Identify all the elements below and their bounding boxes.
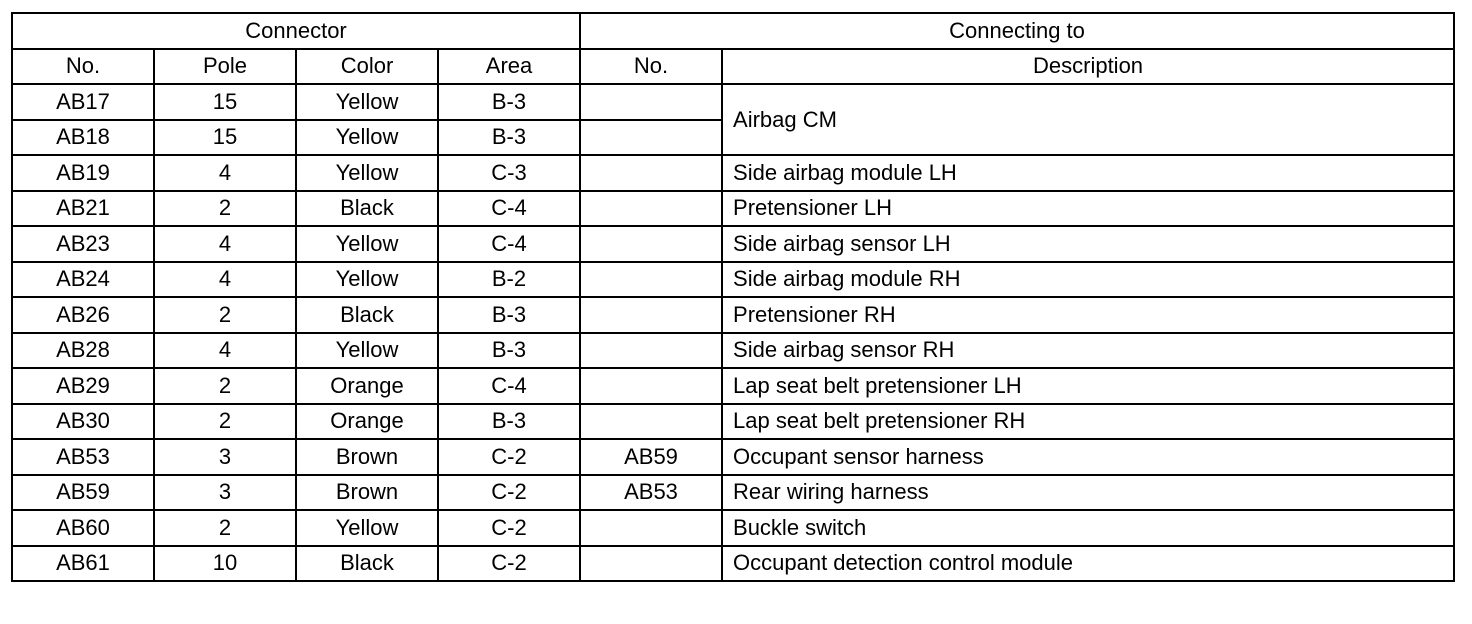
- cell-description: Side airbag module RH: [722, 262, 1454, 298]
- cell-pole: 15: [154, 120, 296, 156]
- cell-pole: 4: [154, 262, 296, 298]
- table-row: [12, 368, 1454, 404]
- cell-no: AB30: [12, 404, 154, 440]
- cell-description: Pretensioner LH: [722, 191, 1454, 227]
- cell-description: Occupant sensor harness: [722, 439, 1454, 475]
- cell-pole: 2: [154, 297, 296, 333]
- cell-area: B-2: [438, 262, 580, 298]
- cell-area: C-2: [438, 510, 580, 546]
- table-row: [12, 297, 1454, 333]
- cell-description: Rear wiring harness: [722, 475, 1454, 511]
- cell-color: Orange: [296, 404, 438, 440]
- cell-color: Brown: [296, 439, 438, 475]
- cell-no: AB24: [12, 262, 154, 298]
- cell-pole: 15: [154, 84, 296, 120]
- cell-connecting-no: AB53: [580, 475, 722, 511]
- cell-color: Black: [296, 546, 438, 582]
- cell-no: AB23: [12, 226, 154, 262]
- cell-color: Yellow: [296, 155, 438, 191]
- header-column-row: [12, 49, 1454, 85]
- cell-area: B-3: [438, 120, 580, 156]
- cell-no: AB28: [12, 333, 154, 369]
- cell-pole: 3: [154, 439, 296, 475]
- cell-connecting-no: [580, 404, 722, 440]
- column-header-description: Description: [722, 49, 1454, 85]
- cell-color: Black: [296, 297, 438, 333]
- cell-no: AB18: [12, 120, 154, 156]
- cell-connecting-no: [580, 510, 722, 546]
- cell-description: Side airbag sensor LH: [722, 226, 1454, 262]
- table-row: [12, 333, 1454, 369]
- cell-color: Yellow: [296, 333, 438, 369]
- table-row: [12, 475, 1454, 511]
- cell-description: Pretensioner RH: [722, 297, 1454, 333]
- cell-no: AB29: [12, 368, 154, 404]
- cell-description: Airbag CM: [722, 84, 1454, 155]
- column-header-color: Color: [296, 49, 438, 85]
- cell-area: C-2: [438, 439, 580, 475]
- table-row: [12, 439, 1454, 475]
- table-row: [12, 546, 1454, 582]
- cell-area: B-3: [438, 333, 580, 369]
- cell-area: B-3: [438, 404, 580, 440]
- cell-color: Yellow: [296, 226, 438, 262]
- table-row: [12, 262, 1454, 298]
- cell-area: C-3: [438, 155, 580, 191]
- cell-area: C-2: [438, 475, 580, 511]
- connector-group-header: Connector: [12, 13, 580, 49]
- connector-table-container: [11, 12, 1453, 582]
- cell-pole: 4: [154, 226, 296, 262]
- cell-area: C-4: [438, 191, 580, 227]
- cell-connecting-no: [580, 262, 722, 298]
- cell-area: C-4: [438, 226, 580, 262]
- cell-connecting-no: [580, 84, 722, 120]
- cell-no: AB21: [12, 191, 154, 227]
- connector-table: [11, 12, 1455, 582]
- cell-color: Yellow: [296, 84, 438, 120]
- cell-description: Side airbag module LH: [722, 155, 1454, 191]
- cell-connecting-no: [580, 120, 722, 156]
- cell-area: C-2: [438, 546, 580, 582]
- cell-no: AB26: [12, 297, 154, 333]
- cell-pole: 2: [154, 404, 296, 440]
- column-header-pole: Pole: [154, 49, 296, 85]
- cell-color: Brown: [296, 475, 438, 511]
- cell-connecting-no: [580, 226, 722, 262]
- cell-connecting-no: [580, 546, 722, 582]
- cell-color: Yellow: [296, 262, 438, 298]
- cell-color: Yellow: [296, 120, 438, 156]
- cell-connecting-no: [580, 297, 722, 333]
- cell-no: AB53: [12, 439, 154, 475]
- cell-description: Lap seat belt pretensioner RH: [722, 404, 1454, 440]
- cell-connecting-no: AB59: [580, 439, 722, 475]
- header-group-row: [12, 13, 1454, 49]
- cell-pole: 3: [154, 475, 296, 511]
- table-row: [12, 226, 1454, 262]
- cell-pole: 2: [154, 368, 296, 404]
- cell-color: Yellow: [296, 510, 438, 546]
- column-header-connecting-no: No.: [580, 49, 722, 85]
- cell-connecting-no: [580, 191, 722, 227]
- column-header-area: Area: [438, 49, 580, 85]
- cell-pole: 10: [154, 546, 296, 582]
- cell-no: AB60: [12, 510, 154, 546]
- cell-pole: 2: [154, 510, 296, 546]
- cell-color: Orange: [296, 368, 438, 404]
- cell-connecting-no: [580, 368, 722, 404]
- cell-no: AB19: [12, 155, 154, 191]
- cell-area: C-4: [438, 368, 580, 404]
- table-row: [12, 155, 1454, 191]
- table-row: [12, 191, 1454, 227]
- table-row: [12, 84, 1454, 120]
- cell-no: AB59: [12, 475, 154, 511]
- cell-no: AB61: [12, 546, 154, 582]
- cell-area: B-3: [438, 84, 580, 120]
- cell-no: AB17: [12, 84, 154, 120]
- cell-connecting-no: [580, 333, 722, 369]
- cell-description: Occupant detection control module: [722, 546, 1454, 582]
- cell-pole: 2: [154, 191, 296, 227]
- cell-area: B-3: [438, 297, 580, 333]
- cell-description: Lap seat belt pretensioner LH: [722, 368, 1454, 404]
- table-row: [12, 510, 1454, 546]
- cell-pole: 4: [154, 333, 296, 369]
- cell-description: Side airbag sensor RH: [722, 333, 1454, 369]
- cell-connecting-no: [580, 155, 722, 191]
- column-header-no: No.: [12, 49, 154, 85]
- connecting-to-group-header: Connecting to: [580, 13, 1454, 49]
- cell-description: Buckle switch: [722, 510, 1454, 546]
- table-row: [12, 404, 1454, 440]
- cell-color: Black: [296, 191, 438, 227]
- cell-pole: 4: [154, 155, 296, 191]
